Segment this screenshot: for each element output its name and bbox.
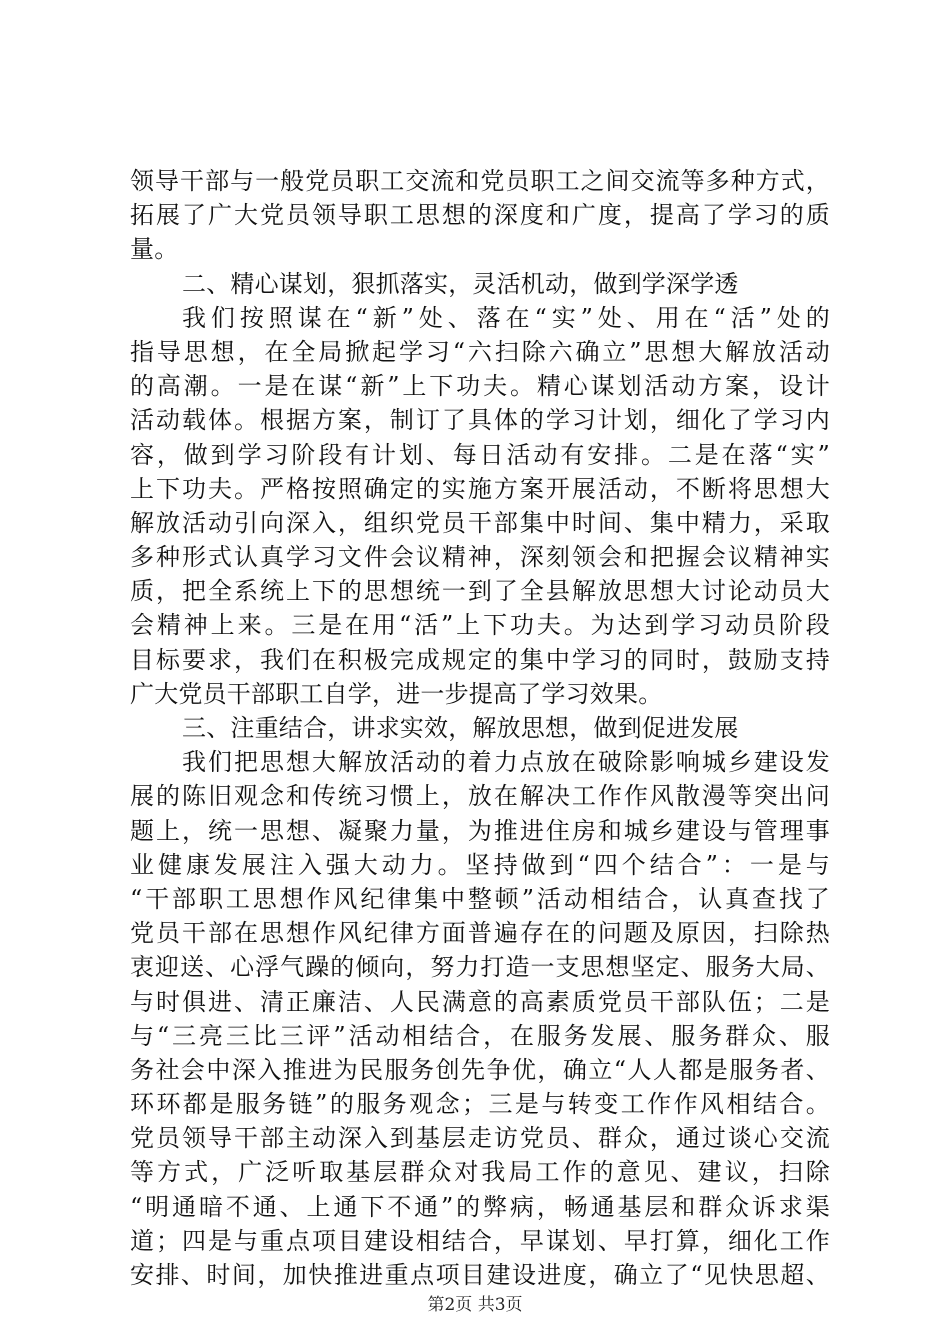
text-line: 指导思想，在全局掀起学习“六扫除六确立”思想大解放活动 — [130, 337, 830, 366]
text-line: 业健康发展注入强大动力。坚持做到“四个结合”：一是与 — [130, 850, 830, 879]
text-line: 多种形式认真学习文件会议精神，深刻领会和把握会议精神实 — [130, 543, 830, 572]
text-line: “干部职工思想作风纪律集中整顿”活动相结合，认真查找了 — [130, 884, 830, 913]
text-line: 等方式，广泛听取基层群众对我局工作的意见、建议，扫除 — [130, 1158, 830, 1187]
text-line: 广大党员干部职工自学，进一步提高了学习效果。 — [130, 679, 663, 708]
text-line: 与时俱进、清正廉洁、人民满意的高素质党员干部队伍；二是 — [130, 987, 830, 1016]
text-line: 量。 — [130, 235, 179, 264]
page-footer: 第2页 共3页 — [427, 1295, 523, 1315]
text-line: 上下功夫。严格按照确定的实施方案开展活动，不断将思想大 — [130, 474, 830, 503]
text-line: 领导干部与一般党员职工交流和党员职工之间交流等多种方式， — [130, 167, 830, 195]
text-line: 展的陈旧观念和传统习惯上，放在解决工作作风散漫等突出问 — [130, 782, 830, 811]
text-line: 我们把思想大解放活动的着力点放在破除影响城乡建设发 — [182, 748, 830, 777]
text-line: 解放活动引向深入，组织党员干部集中时间、集中精力，采取 — [130, 508, 830, 537]
text-line: 容，做到学习阶段有计划、每日活动有安排。二是在落“实” — [130, 440, 830, 469]
text-line: 三、注重结合，讲求实效，解放思想，做到促进发展 — [182, 714, 739, 742]
text-line: 务社会中深入推进为民服务创先争优，确立“人人都是服务者、 — [130, 1055, 830, 1084]
text-line: 活动载体。根据方案，制订了具体的学习计划，细化了学习内 — [130, 406, 830, 435]
text-line: 的高潮。一是在谋“新”上下功夫。精心谋划活动方案，设计 — [130, 372, 830, 401]
text-line: 衷迎送、心浮气躁的倾向，努力打造一支思想坚定、服务大局、 — [130, 953, 830, 982]
text-line: “明通暗不通、上通下不通”的弊病，畅通基层和群众诉求渠 — [130, 1192, 830, 1221]
text-line: 与“三亮三比三评”活动相结合，在服务发展、服务群众、服 — [130, 1021, 830, 1050]
text-line: 拓展了广大党员领导职工思想的深度和广度，提高了学习的质 — [130, 201, 830, 230]
text-line: 二、精心谋划，狠抓落实，灵活机动，做到学深学透 — [182, 269, 739, 298]
text-line: 质，把全系统上下的思想统一到了全县解放思想大讨论动员大 — [130, 577, 830, 606]
text-line: 环环都是服务链”的服务观念；三是与转变工作作风相结合。 — [130, 1090, 830, 1119]
text-line: 我们按照谋在“新”处、落在“实”处、用在“活”处的 — [182, 303, 830, 332]
text-line: 党员干部在思想作风纪律方面普遍存在的问题及原因，扫除热 — [130, 919, 830, 948]
text-line: 道；四是与重点项目建设相结合，早谋划、早打算，细化工作 — [130, 1226, 830, 1255]
text-line: 题上，统一思想、凝聚力量，为推进住房和城乡建设与管理事 — [130, 816, 830, 845]
text-line: 目标要求，我们在积极完成规定的集中学习的同时，鼓励支持 — [130, 645, 830, 674]
text-line: 党员领导干部主动深入到基层走访党员、群众，通过谈心交流 — [130, 1124, 830, 1153]
document-body — [130, 164, 830, 1292]
text-line: 会精神上来。三是在用“活”上下功夫。为达到学习动员阶段 — [130, 611, 830, 640]
text-line: 安排、时间，加快推进重点项目建设进度，确立了“见快思超、 — [130, 1261, 830, 1289]
